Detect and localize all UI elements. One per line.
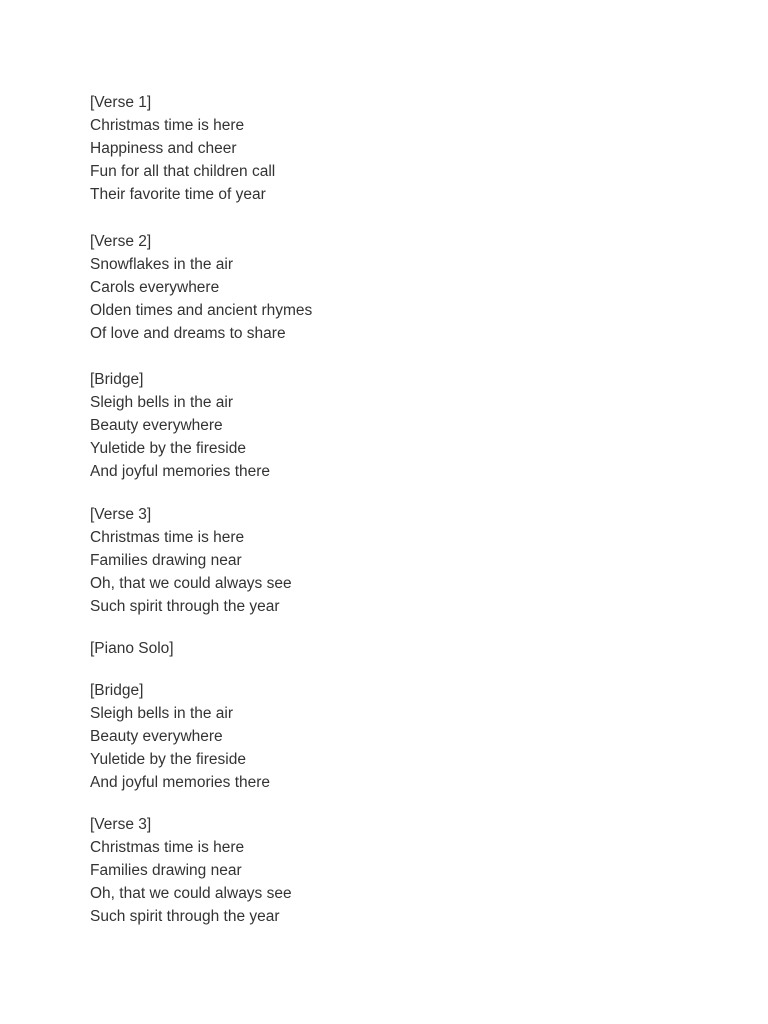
lyric-line: Beauty everywhere bbox=[90, 417, 223, 434]
lyrics-section-verse-3 bbox=[90, 503, 292, 618]
lyric-line: Carols everywhere bbox=[90, 279, 220, 296]
lyric-line: And joyful memories there bbox=[90, 774, 271, 791]
section-heading: [Verse 3] bbox=[90, 816, 152, 833]
lyric-line: Of love and dreams to share bbox=[90, 325, 286, 342]
section-heading: [Verse 2] bbox=[90, 233, 152, 250]
lyric-line: Yuletide by the fireside bbox=[90, 440, 246, 457]
lyric-line: Families drawing near bbox=[90, 862, 242, 879]
section-heading: [Piano Solo] bbox=[90, 640, 174, 657]
section-heading: [Bridge] bbox=[90, 371, 144, 388]
lyric-line: Oh, that we could always see bbox=[90, 885, 292, 902]
lyric-line: Such spirit through the year bbox=[90, 908, 280, 925]
lyrics-section-bridge-1 bbox=[90, 368, 270, 483]
lyric-line: Yuletide by the fireside bbox=[90, 751, 246, 768]
lyric-line: Christmas time is here bbox=[90, 117, 245, 134]
lyric-line: Olden times and ancient rhymes bbox=[90, 302, 313, 319]
section-heading: [Verse 3] bbox=[90, 506, 152, 523]
lyric-line: And joyful memories there bbox=[90, 463, 271, 480]
lyric-line: Such spirit through the year bbox=[90, 598, 280, 615]
lyric-line: Sleigh bells in the air bbox=[90, 394, 234, 411]
lyric-line: Happiness and cheer bbox=[90, 140, 237, 157]
lyrics-section-verse-1 bbox=[90, 91, 275, 206]
lyric-line: Families drawing near bbox=[90, 552, 242, 569]
section-heading: [Bridge] bbox=[90, 682, 144, 699]
lyrics-section-verse-2 bbox=[90, 230, 312, 345]
lyric-line: Fun for all that children call bbox=[90, 163, 276, 180]
lyric-line: Sleigh bells in the air bbox=[90, 705, 234, 722]
lyric-line: Beauty everywhere bbox=[90, 728, 223, 745]
lyric-line: Snowflakes in the air bbox=[90, 256, 234, 273]
lyric-line: Oh, that we could always see bbox=[90, 575, 292, 592]
lyrics-section-piano-solo bbox=[90, 637, 174, 660]
lyrics-section-bridge-2 bbox=[90, 679, 270, 794]
lyrics-section-verse-3-repeat bbox=[90, 813, 292, 928]
section-heading: [Verse 1] bbox=[90, 94, 152, 111]
lyric-line: Christmas time is here bbox=[90, 839, 245, 856]
lyric-line: Their favorite time of year bbox=[90, 186, 266, 203]
lyric-line: Christmas time is here bbox=[90, 529, 245, 546]
